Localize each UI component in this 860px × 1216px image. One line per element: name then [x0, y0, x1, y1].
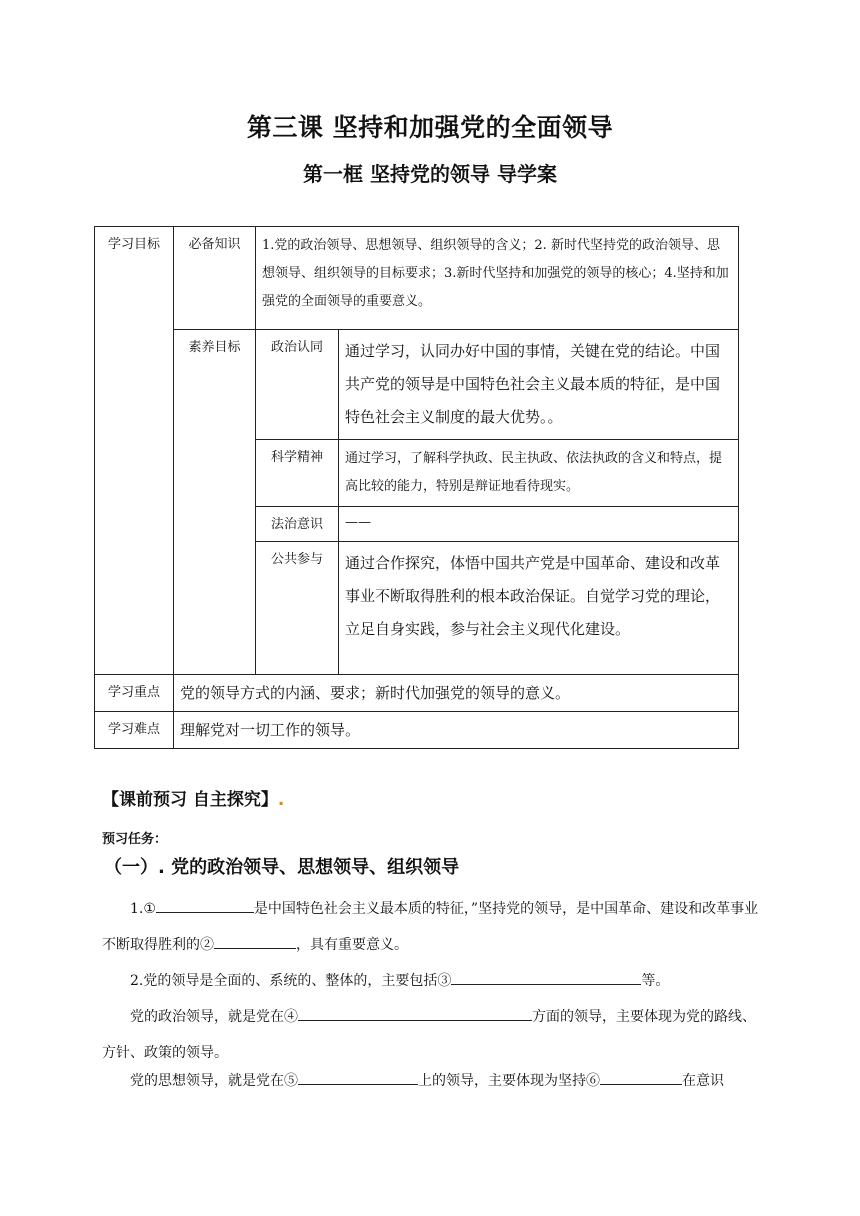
literacy-goal-label: 素养目标 — [174, 330, 256, 675]
literacy-name: 政治认同 — [256, 330, 339, 440]
key-point-text: 党的领导方式的内涵、要求；新时代加强党的领导的意义。 — [174, 675, 739, 712]
table-row — [95, 330, 739, 440]
paragraph-text: 2.党的领导是全面的、系统的、整体的，主要包括③ — [130, 973, 452, 989]
fill-blank[interactable] — [214, 930, 296, 949]
literacy-text: 通过合作探究，体悟中国共产党是中国革命、建设和改革事业不断取得胜利的根本政治保证。自觉学习党的理论，立足自身实践，参与社会主义现代化建设。 — [339, 542, 739, 675]
paragraph-text: ，具有重要意义。 — [296, 937, 408, 953]
difficulty-label: 学习难点 — [95, 712, 174, 749]
paragraph-text: 等。 — [641, 973, 670, 989]
required-knowledge-label: 必备知识 — [174, 227, 256, 330]
fill-blank[interactable] — [600, 1066, 682, 1085]
literacy-name: 公共参与 — [256, 542, 339, 675]
required-knowledge-text: 1.党的政治领导、思想领导、组织领导的含义；2. 新时代坚持党的政治领导、思想领导、组织领导的目标要求；3.新时代坚持和加强党的领导的核心；4.坚持和加强党的全面领导的重要意义。 — [256, 227, 739, 330]
page-title: 第三课 坚持和加强党的全面领导 — [246, 113, 614, 142]
literacy-text: —— — [339, 507, 739, 542]
table-row — [95, 712, 739, 749]
literacy-text: 通过学习，认同办好中国的事情，关键在党的结论。中国共产党的领导是中国特色社会主义最本质的特征，是中国特色社会主义制度的最大优势。。 — [339, 330, 739, 440]
fill-blank[interactable] — [298, 1066, 418, 1085]
paragraph-text: 是中国特色社会主义最本质的特征，”坚持党的领导，是中国革命、建设和改革事业不断取得胜利的② — [102, 901, 759, 953]
paragraph-text: 上的领导，主要体现为坚持⑥ — [418, 1073, 600, 1089]
page-subtitle: 第一框 坚持党的领导 导学案 — [303, 162, 557, 186]
paragraph-1 — [102, 891, 760, 963]
paragraph-text: 党的思想领导，就是党在⑤ — [130, 1073, 298, 1089]
paragraph-3 — [102, 999, 760, 1071]
paragraph-text: 方面的领导，主要体现为党的路线、方针、政策的领导。 — [102, 1009, 756, 1061]
paragraph-text: 1.① — [130, 901, 156, 917]
difficulty-text: 理解党对一切工作的领导。 — [174, 712, 739, 749]
literacy-name: 科学精神 — [256, 440, 339, 507]
literacy-name: 法治意识 — [256, 507, 339, 542]
fill-blank[interactable] — [451, 966, 641, 985]
section-heading — [102, 785, 284, 810]
section-heading-dot: . — [277, 790, 285, 810]
fill-blank[interactable] — [156, 894, 254, 913]
table-row — [95, 675, 739, 712]
paragraph-text: 在意识 — [682, 1073, 724, 1089]
section-heading-text: 【课前预习 自主探究】 — [102, 790, 278, 810]
learning-goals-table — [94, 226, 739, 749]
table-row — [95, 227, 739, 330]
paragraph-text: 党的政治领导，就是党在④ — [130, 1009, 298, 1025]
fill-blank[interactable] — [298, 1002, 532, 1021]
learning-goal-label: 学习目标 — [95, 227, 174, 675]
key-point-label: 学习重点 — [95, 675, 174, 712]
task-label: 预习任务： — [102, 832, 168, 847]
paragraph-2 — [102, 963, 760, 999]
sub-heading: （一）. 党的政治领导、思想领导、组织领导 — [104, 857, 460, 878]
paragraph-4 — [102, 1063, 760, 1099]
literacy-text: 通过学习，了解科学执政、民主执政、依法执政的含义和特点，提高比较的能力，特别是辩证地看待现实。 — [339, 440, 739, 507]
